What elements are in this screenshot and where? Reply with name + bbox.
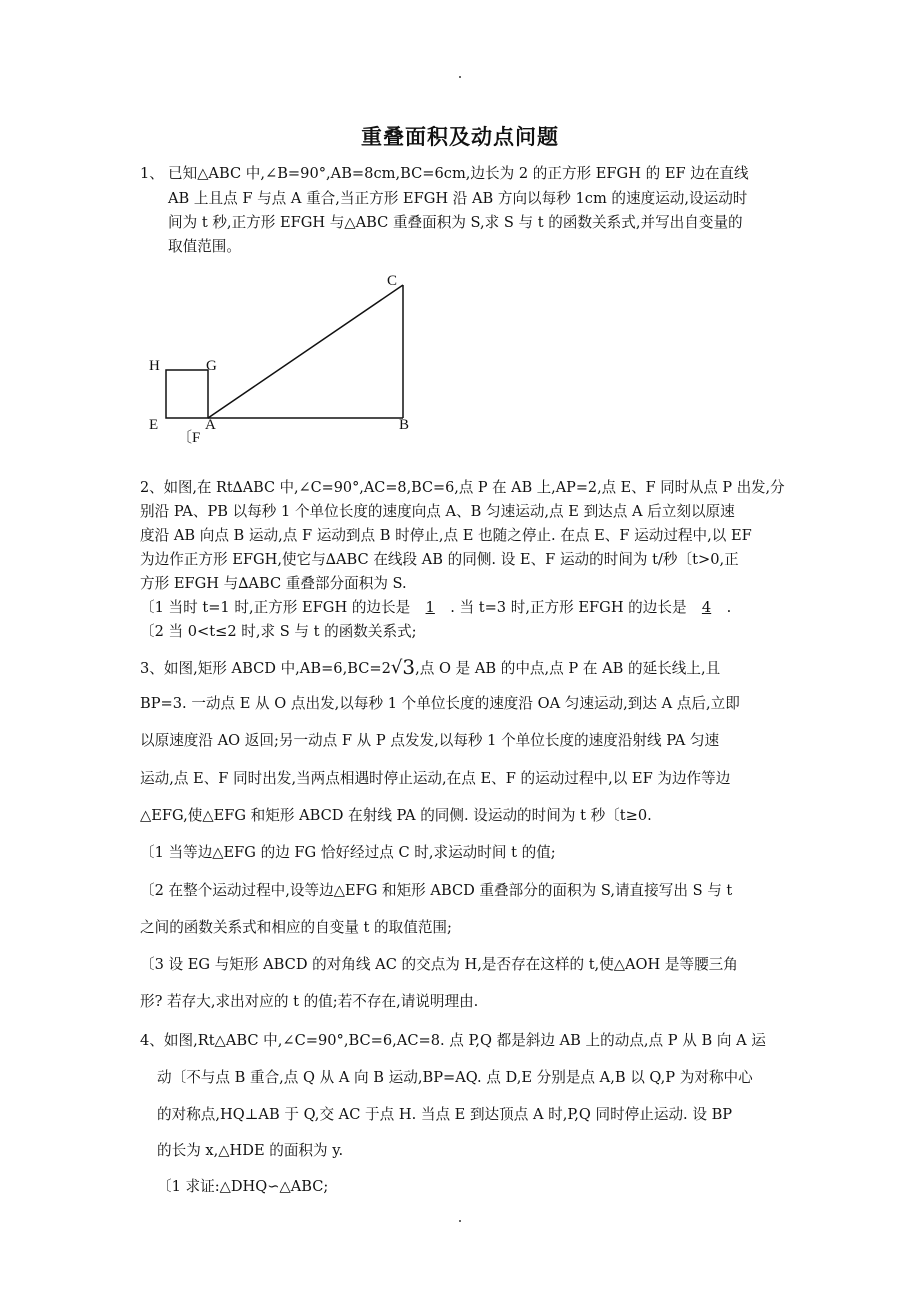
sub-text: ,点 O 是 AB 的中点,点 P 在 AB 的延长线上,且 <box>415 660 721 677</box>
sub-question-1: 〔1 当等边△EFG 的边 FG 恰好经过点 C 时,求运动时间 t 的值; <box>140 844 556 861</box>
question-text-line: 的对称点,HQ⊥AB 于 Q,交 AC 于点 H. 当点 E 到达顶点 A 时,P,Q 同时停止运动. 设 BP <box>157 1106 733 1123</box>
question-text-line: 方形 EFGH 与∆ABC 重叠部分面积为 S. <box>140 575 407 592</box>
sub-text: 3、如图,矩形 ABCD 中,AB=6,BC=2 <box>140 660 391 677</box>
label-e: E <box>149 417 159 433</box>
question-text-line: 别沿 PA、PB 以每秒 1 个单位长度的速度向点 A、B 匀速运动,点 E 到达点 A 后立刻以原速 <box>140 503 735 520</box>
sub-question-2: 〔2 在整个运动过程中,设等边△EFG 和矩形 ABCD 重叠部分的面积为 S,请直接写出 S 与 t <box>140 882 733 899</box>
question-text-line: 以原速度沿 AO 返回;另一动点 F 从 P 点发发,以每秒 1 个单位长度的速度沿射线 PA 匀速 <box>140 732 720 749</box>
question-text-line: △EFG,使△EFG 和矩形 ABCD 在射线 PA 的同侧. 设运动的时间为 t 秒〔t≥0. <box>140 807 652 824</box>
sub-question-2: 〔2 当 0<t≤2 时,求 S 与 t 的函数关系式; <box>140 623 417 640</box>
sqrt-symbol-icon: √ <box>390 657 403 678</box>
question-text-line: 取值范围。 <box>168 238 241 255</box>
label-g: G <box>206 358 217 374</box>
page-title: 重叠面积及动点问题 <box>361 124 559 149</box>
sub-question-3-cont: 形? 若存大,求出对应的 t 的值;若不存在,请说明理由. <box>140 993 479 1010</box>
label-b: B <box>399 417 410 433</box>
question-text-line: 已知△ABC 中,∠B=90°,AB=8cm,BC=6cm,边长为 2 的正方形 EFGH 的 EF 边在直线 <box>168 165 749 182</box>
label-h: H <box>149 358 160 374</box>
question-text-line: 动〔不与点 B 重合,点 Q 从 A 向 B 运动,BP=AQ. 点 D,E 分别是点 A,B 以 Q,P 为对称中心 <box>157 1069 753 1086</box>
sub-text: . <box>726 599 732 616</box>
sub-question-1 <box>140 596 731 617</box>
question-text-line: 为边作正方形 EFGH,使它与∆ABC 在线段 AB 的同侧. 设 E、F 运动的时间为 t/秒〔t>0,正 <box>140 551 739 568</box>
question-text-line: 度沿 AB 向点 B 运动,点 F 运动到点 B 时停止,点 E 也随之停止. 在点 E、F 运动过程中,以 EF <box>140 527 752 544</box>
sub-text: 〔1 当时 t=1 时,正方形 EFGH 的边长是 <box>140 599 411 616</box>
answer-blank-1: 1 <box>425 599 435 616</box>
triangle-square-diagram <box>140 268 430 448</box>
page-marker-bottom <box>459 1220 461 1222</box>
question-text-line: BP=3. 一动点 E 从 O 点出发,以每秒 1 个单位长度的速度沿 OA 匀速运动,到达 A 点后,立即 <box>140 695 740 712</box>
question-text-line: 运动,点 E、F 同时出发,当两点相遇时停止运动,在点 E、F 的运动过程中,以 EF 为边作等边 <box>140 770 731 787</box>
sub-text: . 当 t=3 时,正方形 EFGH 的边长是 <box>450 599 687 616</box>
question-text-line: 间为 t 秒,正方形 EFGH 与△ABC 重叠面积为 S,求 S 与 t 的函数关系式,并写出自变量的 <box>168 214 743 231</box>
question-text-line: 4、如图,Rt△ABC 中,∠C=90°,BC=6,AC=8. 点 P,Q 都是斜边 AB 上的动点,点 P 从 B 向 A 运 <box>140 1032 766 1049</box>
question-text-line: 的长为 x,△HDE 的面积为 y. <box>157 1142 344 1159</box>
label-a: A <box>205 417 216 433</box>
sub-question-3: 〔3 设 EG 与矩形 ABCD 的对角线 AC 的交点为 H,是否存在这样的 t,使△AOH 是等腰三角 <box>140 956 738 973</box>
page-marker-top <box>459 76 461 78</box>
sub-question-2-cont: 之间的函数关系式和相应的自变量 t 的取值范围; <box>140 919 452 936</box>
answer-blank-2: 4 <box>701 599 712 616</box>
label-c: C <box>387 273 398 289</box>
segment-ac <box>208 285 403 418</box>
question-text-line <box>140 654 720 678</box>
question-text-line: 2、如图,在 Rt∆ABC 中,∠C=90°,AC=8,BC=6,点 P 在 AB 上,AP=2,点 E、F 同时从点 P 出发,分 <box>140 479 785 496</box>
sub-question-1: 〔1 求证:△DHQ∽△ABC; <box>157 1178 329 1195</box>
question-text-line: AB 上且点 F 与点 A 重合,当正方形 EFGH 沿 AB 方向以每秒 1cm 的速度运动,设运动时 <box>168 190 748 207</box>
question-number: 1、 <box>140 165 164 182</box>
square-efgh <box>166 370 208 418</box>
label-f: 〔F <box>177 430 201 446</box>
sqrt-radicand: 3 <box>402 655 416 679</box>
